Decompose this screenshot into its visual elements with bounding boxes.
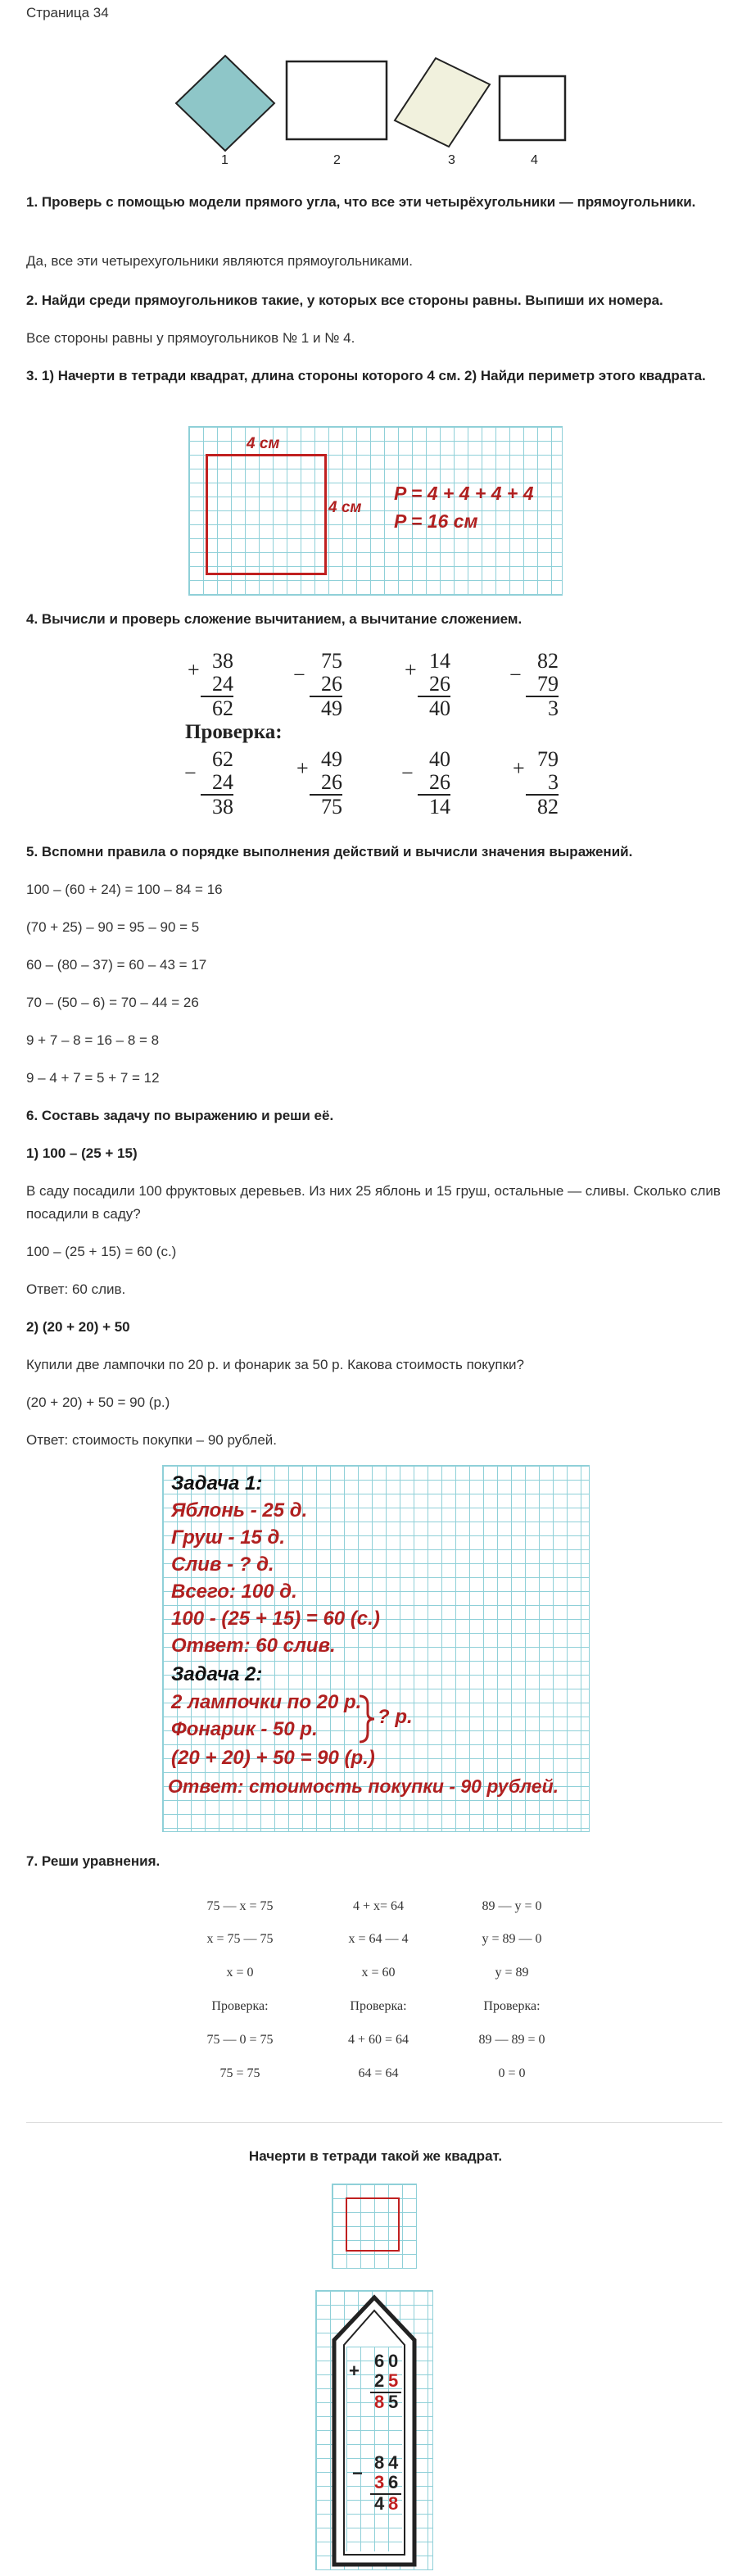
eq2-line-1: 4 + x= 64 [352,1899,405,1913]
curly-brace-icon [356,1694,376,1744]
sign: + [188,658,200,682]
task2-line-flashlight: Фонарик - 50 р. [171,1718,318,1740]
sign: + [405,658,417,682]
operand-b: 26 [310,771,342,796]
house-add-a2: 0 [388,2351,399,2371]
result: 38 [212,795,233,819]
q4-check-column-3 [401,747,450,819]
check-label: Проверка: [185,721,283,743]
result: 14 [429,795,450,819]
eq2-line-3: x = 60 [361,1966,396,1980]
eq1-line-1: 75 — x = 75 [206,1899,274,1913]
q2-title: 2. Найди среди прямоугольников такие, у которых все стороны равны. Выпиши их номера. [26,293,663,308]
eq3-line-2: y = 89 — 0 [482,1932,542,1946]
result: 62 [212,696,233,720]
eq1-line-5: 75 — 0 = 75 [206,2033,274,2047]
bonus-red-square [346,2197,400,2252]
q5-line-4: 70 – (50 – 6) = 70 – 44 = 26 [26,995,199,1010]
house-add-r1: 8 [374,2392,385,2412]
q6-part1-answer: Ответ: 60 слив. [26,1281,126,1297]
eq1-line-2: x = 75 — 75 [206,1932,274,1946]
operand-a: 49 [321,747,342,771]
q4-column-2 [293,649,342,720]
shape-3-parallelogram [395,58,490,147]
eq1-check-label: Проверка: [211,1999,269,2013]
shape-2-rectangle [287,61,387,139]
task1-solution: 100 - (25 + 15) = 60 (с.) [171,1608,380,1630]
section-divider [26,2122,722,2123]
task1-answer: Ответ: 60 слив. [171,1635,336,1657]
q5-line-2: (70 + 25) – 90 = 95 – 90 = 5 [26,919,200,935]
eq3-line-3: y = 89 [495,1966,529,1980]
q5-line-1: 100 – (60 + 24) = 100 – 84 = 16 [26,882,223,897]
eq1-line-3: x = 0 [226,1966,254,1980]
house-grid [315,2290,433,2570]
eq2-check-label: Проверка: [350,1999,407,2013]
operand-a: 82 [537,649,559,673]
operand-a: 79 [537,747,559,771]
q6-part2-text: Купили две лампочки по 20 р. и фонарик за 50 р. Какова стоимость покупки? [26,1357,524,1372]
task1-line-pears: Груш - 15 д. [171,1526,286,1549]
house-add-r2: 5 [388,2392,399,2412]
eq3-line-1: 89 — y = 0 [482,1899,542,1913]
q5-title: 5. Вспомни правила о порядке выполнения действий и вычисли значения выражений. [26,844,633,859]
page-title: Страница 34 [26,5,109,20]
task2-heading: Задача 2: [171,1663,263,1685]
sign: + [296,756,309,780]
eq2-line-6: 64 = 64 [358,2066,399,2080]
eq2-line-2: x = 64 — 4 [348,1932,409,1946]
q5-line-5: 9 + 7 – 8 = 16 – 8 = 8 [26,1032,160,1048]
q4-check-column-1 [184,747,233,819]
house-sub-b1: 3 [374,2472,385,2492]
bonus-square-grid [332,2184,417,2269]
quadrilaterals-figure [172,53,573,176]
house-sub-a2: 4 [388,2452,399,2473]
house-add-b1: 2 [374,2370,385,2391]
q4-column-1 [188,649,233,720]
operand-b: 26 [418,673,450,697]
result: 82 [537,795,559,819]
operand-a: 75 [321,649,342,673]
operand-b: 24 [201,673,233,697]
task1-line-plums: Слив - ? д. [171,1553,274,1576]
side-top-label: 4 см [247,435,280,452]
house-add-b2: 5 [388,2370,399,2391]
task1-heading: Задача 1: [171,1472,263,1494]
q4-column-3 [405,649,450,720]
q6-part1-text: В саду посадили 100 фруктовых деревьев. Из них 25 яблонь и 15 груш, остальные — сливы. Сколько слив посадили в саду? [26,1183,721,1222]
shape-label-4: 4 [531,153,538,167]
q3-grid-drawing [188,426,563,596]
shape-1-rhombus [176,56,274,151]
q6-part2-title: 2) (20 + 20) + 50 [26,1319,130,1335]
sign: − [184,761,197,785]
operand-b: 26 [418,771,450,796]
result: 3 [548,696,559,720]
shape-label-1: 1 [221,153,228,167]
q6-part1-title: 1) 100 – (25 + 15) [26,1145,138,1161]
task2-solution: (20 + 20) + 50 = 90 (р.) [171,1747,375,1769]
bonus-title: Начерти в тетради такой же квадрат. [248,2148,503,2164]
house-sub-r2: 8 [388,2493,399,2514]
square-4cm [206,454,327,575]
sign: − [401,761,414,785]
house-add-a1: 6 [374,2351,385,2371]
q2-answer: Все стороны равны у прямоугольников № 1 и № 4. [26,330,355,346]
sign: − [509,663,522,687]
task2-line-bulbs: 2 лампочки по 20 р. [171,1691,362,1713]
q1-title: 1. Проверь с помощью модели прямого угла, что все эти четырёхугольники — прямоугольники. [26,194,696,210]
house-add-sign: + [349,2361,360,2381]
shape-label-3: 3 [448,153,455,167]
operand-b: 79 [526,673,559,697]
q4-title: 4. Вычисли и проверь сложение вычитанием, а вычитание сложением. [26,611,523,627]
q6-part1-equation: 100 – (25 + 15) = 60 (с.) [26,1244,177,1259]
q6-part2-answer: Ответ: стоимость покупки – 90 рублей. [26,1432,278,1448]
q4-check-column-2 [296,747,342,819]
house-sub-b2: 6 [388,2472,399,2492]
q6-part2-equation: (20 + 20) + 50 = 90 (р.) [26,1395,170,1410]
operand-b: 3 [526,771,559,796]
task2-brace-question: ? р. [378,1706,413,1728]
operand-a: 40 [429,747,450,771]
operand-a: 62 [212,747,233,771]
result: 40 [429,696,450,720]
shape-4-square [500,76,565,140]
house-sub-r1: 4 [374,2493,385,2514]
eq3-check-label: Проверка: [483,1999,541,2013]
house-sub-a1: 8 [374,2452,385,2473]
q4-column-4 [509,649,559,720]
operand-a: 38 [212,649,233,673]
q6-handwritten-notebook [162,1465,590,1832]
result: 75 [321,795,342,819]
q5-line-3: 60 – (80 – 37) = 60 – 43 = 17 [26,957,207,973]
task1-line-total: Всего: 100 д. [171,1581,297,1603]
q7-title: 7. Реши уравнения. [26,1853,161,1869]
shape-label-2: 2 [333,153,341,167]
sign: − [293,663,305,687]
q3-title: 3. 1) Начерти в тетради квадрат, длина стороны которого 4 см. 2) Найди периметр этого квадрата. [26,368,706,383]
task1-line-apples: Яблонь - 25 д. [171,1499,308,1522]
house-sub-sign: − [352,2463,363,2483]
sign: + [513,756,525,780]
result: 49 [321,696,342,720]
q6-title: 6. Составь задачу по выражению и реши её. [26,1108,334,1123]
q1-answer: Да, все эти четырехугольники являются прямоугольниками. [26,253,413,269]
eq1-line-6: 75 = 75 [219,2066,260,2080]
eq3-line-6: 0 = 0 [498,2066,526,2080]
perimeter-formula: P = 4 + 4 + 4 + 4 [394,483,534,504]
eq2-line-5: 4 + 60 = 64 [347,2033,409,2047]
q4-check-column-4 [513,747,559,819]
perimeter-result: P = 16 см [394,510,478,532]
side-right-label: 4 см [328,499,362,516]
task2-answer: Ответ: стоимость покупки - 90 рублей. [168,1776,559,1797]
operand-b: 24 [201,771,233,796]
q5-line-6: 9 – 4 + 7 = 5 + 7 = 12 [26,1070,160,1086]
operand-b: 26 [310,673,342,697]
operand-a: 14 [429,649,450,673]
eq3-line-5: 89 — 89 = 0 [478,2033,545,2047]
